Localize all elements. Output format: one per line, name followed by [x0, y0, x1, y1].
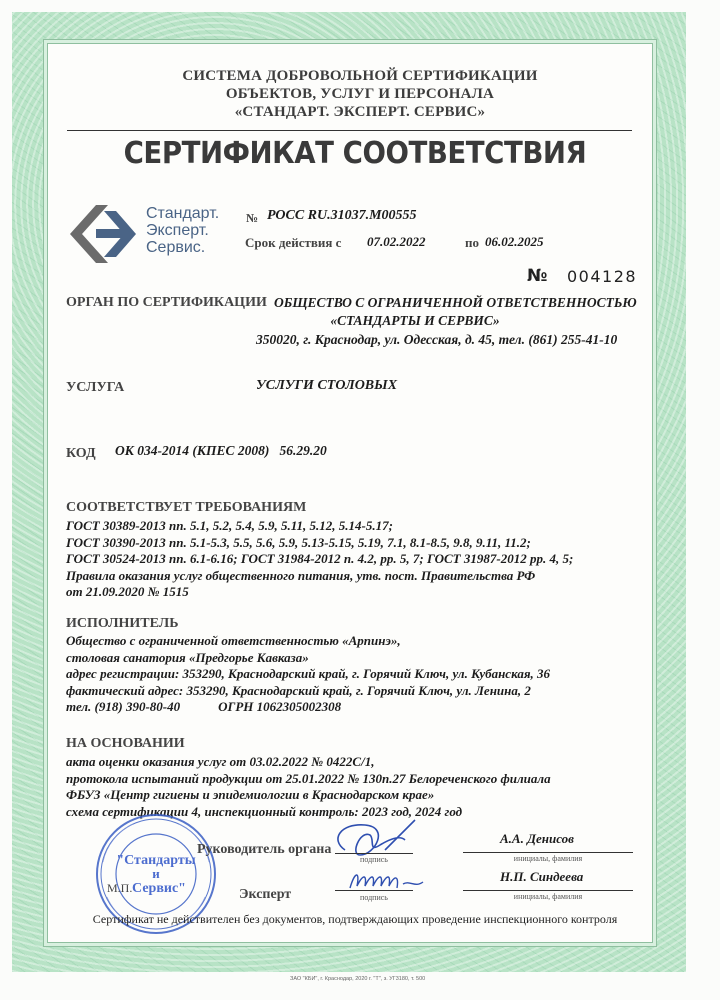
printer-imprint: ЗАО "КБИ", г. Краснодар, 2020 г. "Т", з. УГ3180, т. 500 [290, 976, 426, 982]
svg-text:"Стандарты: "Стандарты [116, 853, 196, 868]
certification-body-label: ОРГАН ПО СЕРТИФИКАЦИИ [66, 295, 267, 310]
requirement-line: от 21.09.2020 № 1515 [66, 584, 189, 599]
system-name-line-1: СИСТЕМА ДОБРОВОЛЬНОЙ СЕРТИФИКАЦИИ [182, 68, 538, 84]
requirements-list [66, 518, 656, 601]
head-label: Руководитель органа [197, 842, 332, 857]
service-value: УСЛУГИ СТОЛОВЫХ [256, 378, 398, 393]
expert-name-line [463, 890, 633, 891]
head-name-line [463, 852, 633, 853]
requirement-line: ГОСТ 30389-2013 пп. 5.1, 5.2, 5.4, 5.9, 5.11, 5.12, 5.14-5.17; [66, 518, 393, 533]
page-title: СЕРТИФИКАТ СООТВЕТСТВИЯ [123, 136, 587, 171]
certification-body-address: 350020, г. Краснодар, ул. Одесская, д. 45, тел. (861) 255-41-10 [256, 332, 618, 347]
executor-phone: тел. (918) 390-80-40 [66, 699, 181, 714]
executor-line: фактический адрес: 353290, Краснодарский край, г. Горячий Ключ, ул. Ленина, 2 [66, 682, 531, 698]
logo-text-line-1: Стандарт. [146, 205, 220, 222]
svg-text:и: и [152, 866, 160, 881]
blank-number: 004128 [567, 267, 638, 286]
requirement-line: ГОСТ 30390-2013 пп. 5.1-5.3, 5.5, 5.6, 5.9, 5.13-5.15, 5.19, 7.1, 8.1-8.5, 9.8, 9.11, 11.2; [66, 534, 531, 550]
executor-line: адрес регистрации: 353290, Краснодарский край, г. Горячий Ключ, ул. Кубанская, 36 [66, 666, 551, 681]
head-signature-caption: подпись [360, 855, 388, 864]
system-name-line-2: ОБЪЕКТОВ, УСЛУГ И ПЕРСОНАЛА [225, 86, 495, 102]
head-name-caption: инициалы, фамилия [513, 854, 583, 863]
expert-signature-line [335, 890, 413, 891]
requirements-label: СООТВЕТСТВУЕТ ТРЕБОВАНИЯМ [66, 500, 307, 515]
executor-line: Общество с ограниченной ответственностью «Арпинэ», [66, 633, 401, 648]
certificate-number: РОСС RU.31037.М00555 [267, 208, 417, 223]
logo-text-line-2: Эксперт. [146, 222, 209, 239]
system-name-line-3: «СТАНДАРТ. ЭКСПЕРТ. СЕРВИС» [234, 104, 486, 120]
seal-place-label: М.П. [107, 881, 133, 895]
head-name: А.А. Денисов [500, 831, 574, 846]
executor-contacts [66, 699, 656, 716]
valid-from: 07.02.2022 [367, 234, 426, 249]
expert-name-caption: инициалы, фамилия [513, 892, 583, 901]
basis-line: схема сертификации 4, инспекционный контроль: 2023 год, 2024 год [66, 803, 463, 819]
requirement-line: Правила оказания услуг общественного питания, утв. пост. Правительства РФ [66, 567, 536, 583]
validity-label: Срок действия с [245, 235, 342, 250]
head-signature-line [335, 853, 413, 854]
executor-label: ИСПОЛНИТЕЛЬ [66, 616, 179, 631]
certification-body-name-1: ОБЩЕСТВО С ОГРАНИЧЕННОЙ ОТВЕТСТВЕННОСТЬЮ [274, 295, 637, 310]
expert-name: Н.П. Синдеева [500, 869, 584, 884]
header-divider [67, 130, 632, 131]
executor-line: столовая санатория «Предгорье Кавказа» [66, 649, 309, 665]
valid-to: 06.02.2025 [485, 234, 544, 249]
requirement-line: ГОСТ 30524-2013 пп. 6.1-6.16; ГОСТ 31984-2012 п. 4.2, рр. 5, 7; ГОСТ 31987-2012 рр. 4, 5; [66, 551, 574, 566]
certification-body-name-2: «СТАНДАРТЫ И СЕРВИС» [330, 313, 500, 328]
basis-line: ФБУЗ «Центр гигиены и эпидемиологии в Краснодарском крае» [66, 787, 435, 802]
expert-signature-icon [345, 866, 435, 896]
service-label: УСЛУГА [66, 380, 125, 395]
basis-line: акта оценки оказания услуг от 03.02.2022 № 0422С/1, [66, 754, 375, 769]
expert-signature-caption: подпись [360, 893, 388, 902]
basis-label: НА ОСНОВАНИИ [66, 736, 185, 751]
executor-details [66, 633, 656, 716]
logo-text-line-3: Сервис. [146, 239, 206, 256]
disclaimer: Сертификат не действителен без документов, подтверждающих проведение инспекционного контроля [92, 912, 618, 926]
logo-icon [68, 203, 138, 265]
code-label: КОД [66, 446, 96, 461]
number-sign: № [246, 211, 259, 225]
basis-line: протокола испытаний продукции от 25.01.2022 № 130п.27 Белореченского филиала [66, 770, 551, 786]
expert-label: Эксперт [239, 887, 292, 902]
code-value: ОК 034-2014 (КПЕС 2008) 56.29.20 [115, 443, 327, 458]
executor-ogrn: ОГРН 1062305002308 [218, 699, 342, 714]
blank-number-sign: № [527, 266, 548, 286]
valid-to-label: по [465, 235, 479, 250]
basis-details [66, 754, 656, 820]
svg-text:Сервис": Сервис" [132, 881, 186, 896]
